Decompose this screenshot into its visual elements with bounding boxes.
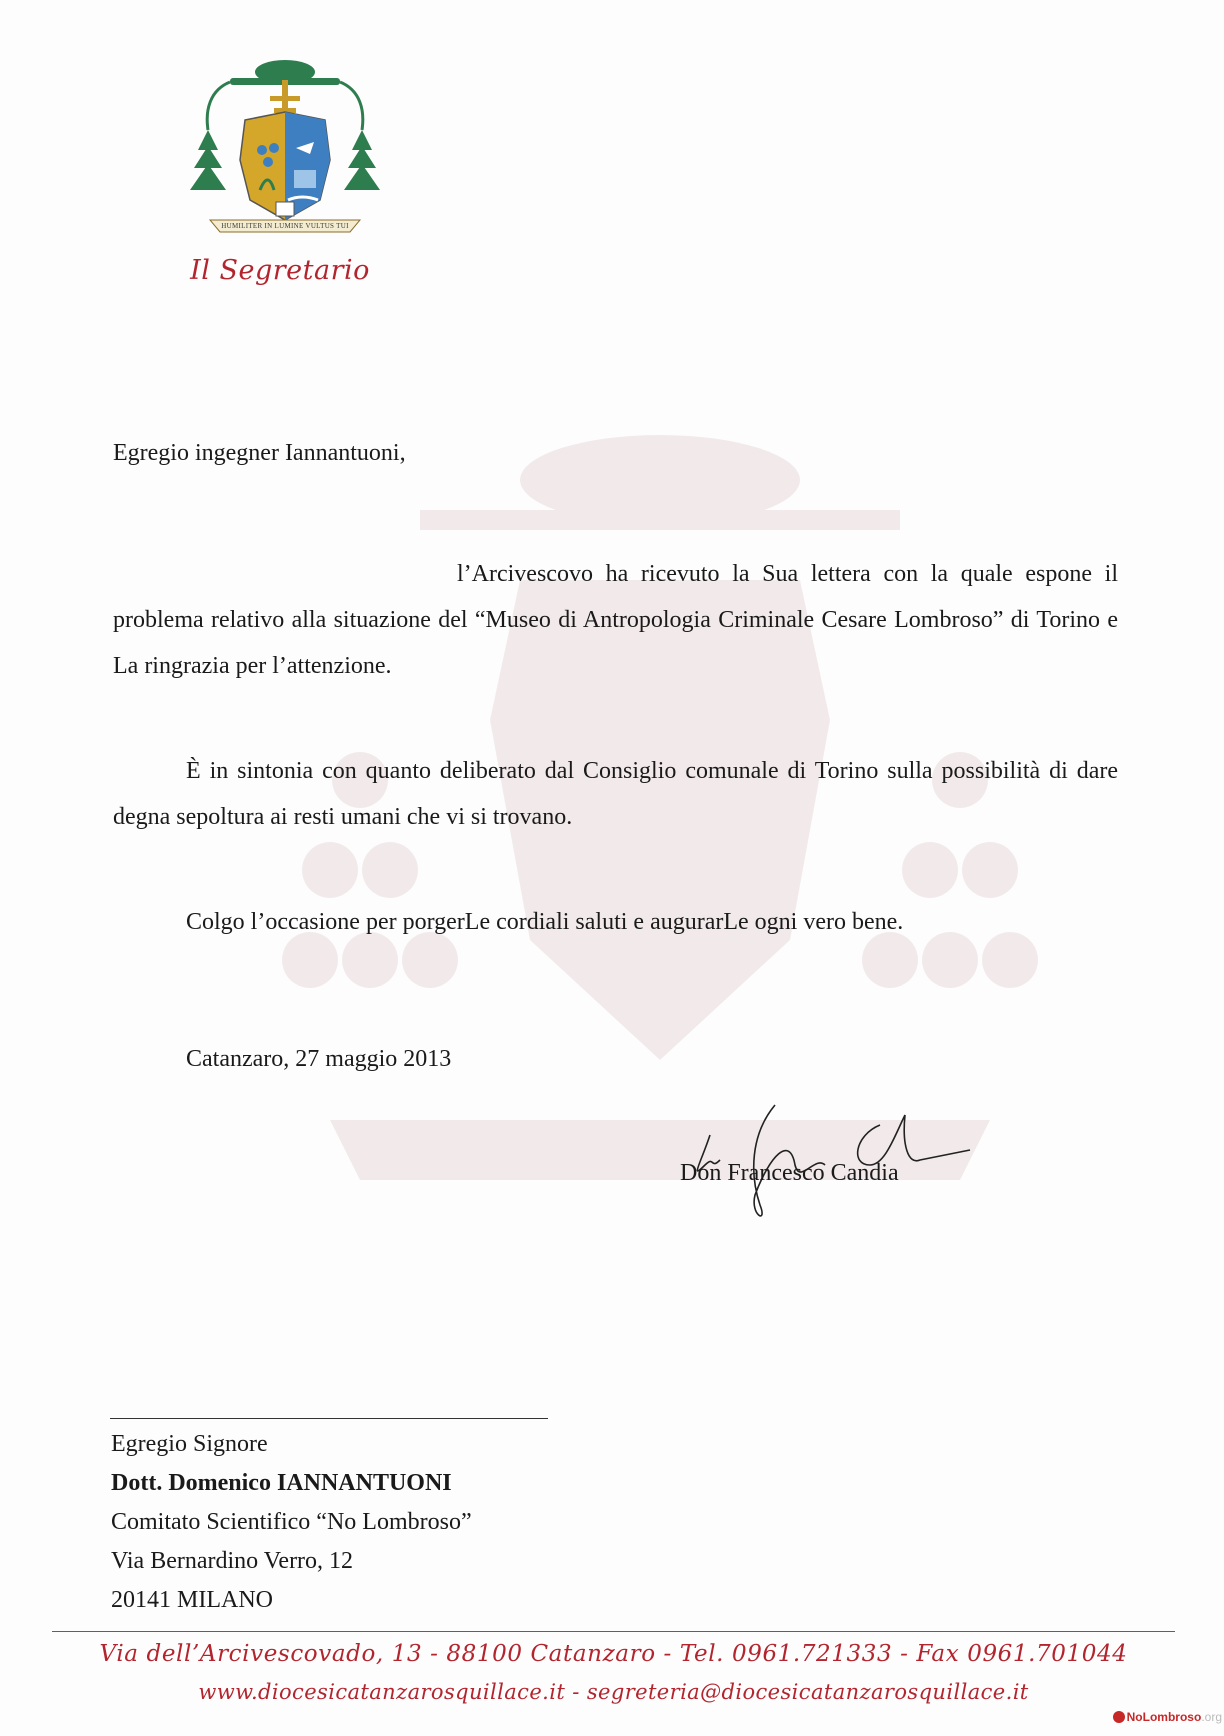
recipient-organization: Comitato Scientifico “No Lombroso” <box>111 1509 472 1535</box>
salutation: Egregio ingegner Iannantuoni, <box>113 440 406 466</box>
recipient-greeting: Egregio Signore <box>111 1431 268 1457</box>
crest-motto: HUMILITER IN LUMINE VULTUS TUI <box>221 222 349 230</box>
office-title: Il Segretario <box>190 255 370 286</box>
paragraph-2: È in sintonia con quanto deliberato dal Consiglio comunale di Torino sulla possibilità di dare degna sepoltura ai resti umani che vi si trovano. <box>113 758 1118 830</box>
recipient-block <box>111 1425 472 1620</box>
paragraph-3: Colgo l’occasione per porgerLe cordiali saluti e augurarLe ogni vero bene. <box>186 909 904 935</box>
footer-divider <box>52 1631 1175 1632</box>
signer-name: Don Francesco Candia <box>680 1160 899 1186</box>
footer-address: Via dell’Arcivescovado, 13 - 88100 Catanzaro - Tel. 0961.721333 - Fax 0961.701044 <box>99 1641 1128 1667</box>
dateline: Catanzaro, 27 maggio 2013 <box>186 1046 452 1072</box>
site-watermark: NoLombroso.org <box>1113 1710 1222 1724</box>
recipient-street: Via Bernardino Verro, 12 <box>111 1548 354 1574</box>
recipient-name: Dott. Domenico IANNANTUONI <box>111 1470 452 1496</box>
address-divider <box>110 1418 548 1419</box>
footer-web-email: www.diocesicatanzarosquillace.it - segreteria@diocesicatanzarosquillace.it <box>198 1680 1029 1704</box>
recipient-city: 20141 MILANO <box>111 1587 273 1613</box>
paragraph-1: l’Arcivescovo ha ricevuto la Sua lettera con la quale espone il problema relativo alla situazione del “Museo di Antropologia Criminale Cesare Lombroso” di Torino e La ringrazia per l’attenzione. <box>113 561 1118 679</box>
archbishop-coat-of-arms <box>190 50 380 240</box>
no-sign-icon <box>1113 1711 1125 1723</box>
